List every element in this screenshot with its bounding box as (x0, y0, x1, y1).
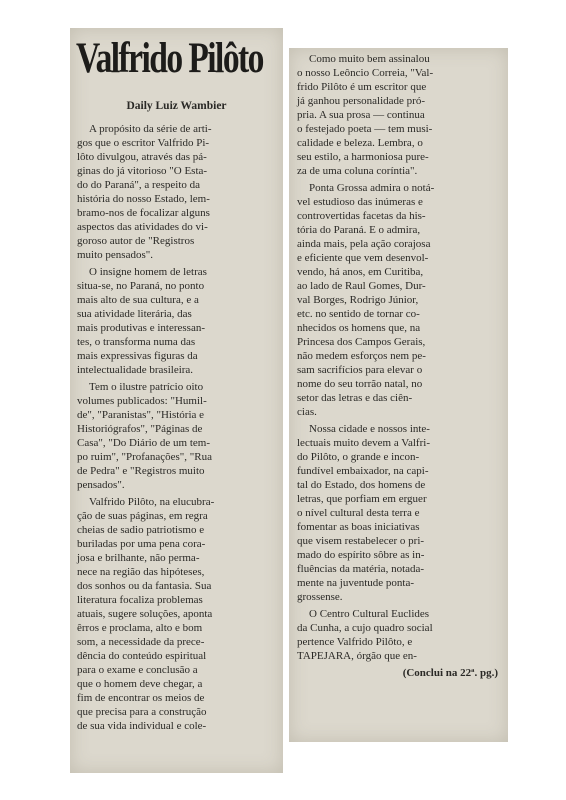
paragraph: A propósito da série de arti- gos que o escritor Valfrido Pi- lôto divulgou, através das pá- ginas do já vitorioso "O Esta- do do Paraná", a respeito da história do nosso Estado, lem- bramo-nos de focalizar alguns aspectos das atividades do vi- goroso autor de "Registros muito pensados". (77, 123, 212, 261)
paragraph: Tem o ilustre patrício oito volumes publicados: "Humil- de", "Paranistas", "História e Historiógrafos", "Páginas de Casa", "Do Diário de um tem- po ruim", "Profanações", "Rua de Pedra" e "Registros muito pensados". (77, 381, 212, 491)
clipping-left-column (70, 28, 283, 773)
continuation-note: (Conclui na 22ª. pg.) (402, 667, 498, 679)
paragraph: O Centro Cultural Euclides da Cunha, a cujo quadro social pertence Valfrido Pilôto, e TAPEJARA, órgão que en- (297, 608, 433, 662)
clipping-right-column (289, 48, 508, 742)
article-byline: Daily Luiz Wambier (126, 100, 227, 112)
paragraph: Ponta Grossa admira o notá- vel estudioso das inúmeras e controvertidas facetas da his- tória do Paraná. E o admira, ainda mais, pela ação corajosa e eficiente que vem desenvol- vendo, há anos, em Curitiba, ao lado de Raul Gomes, Dur- val Borges, Rodrigo Júnior, etc. no sentido de tornar co- nhecidos os homens que, na Princesa dos Campos Gerais, não medem esforços nem pe- sam sacrifícios para elevar o nome do seu torrão natal, no setor das letras e das ciên- cias. (297, 182, 435, 418)
article-headline: Valfrido Pilôto (76, 35, 263, 82)
paragraph: Valfrido Pilôto, na elucubra- ção de suas páginas, em regra cheias de sadio patriotismo e buriladas por uma pena cora- josa e brilhante, não perma- nece na região das hipóteses, dos sonhos ou da fantasia. Sua literatura focaliza problemas atuais, sugere soluções, aponta êrros e proclama, alto e bom som, a necessidade da prece- dência do conteúdo espiritual para o exame e conclusão a que o homem deve chegar, a fim de encontrar os meios de que precisa para a construção de sua vida individual e cole- (77, 496, 215, 732)
paragraph: Nossa cidade e nossos inte- lectuais muito devem a Valfri- do Pilôto, o grande e incon- fundível embaixador, na capi- tal do Estado, dos homens de letras, que porfiam em erguer o nível cultural desta terra e fomentar as boas iniciativas que visem restabelecer o pri- mado do espírito sôbre as in- fluências da matéria, notada- mente na juventude ponta- grossense. (297, 423, 430, 603)
right-column-body (297, 52, 502, 680)
paragraph: Como muito bem assinalou o nosso Leôncio Correia, "Val- frido Pilôto é um escritor que já ganhou personalidade pró- pria. A sua prosa — continua o festejado poeta — tem musi- calidade e beleza. Lembra, o seu estilo, a harmoniosa pure- za de uma coluna coríntia". (297, 53, 434, 177)
paragraph: O insigne homem de letras situa-se, no Paraná, no ponto mais alto de sua cultura, e a sua atividade literária, das mais produtivas e interessan- tes, o transforma numa das mais expressivas figuras da intelectualidade brasileira. (77, 266, 207, 376)
left-column-body (77, 122, 278, 736)
